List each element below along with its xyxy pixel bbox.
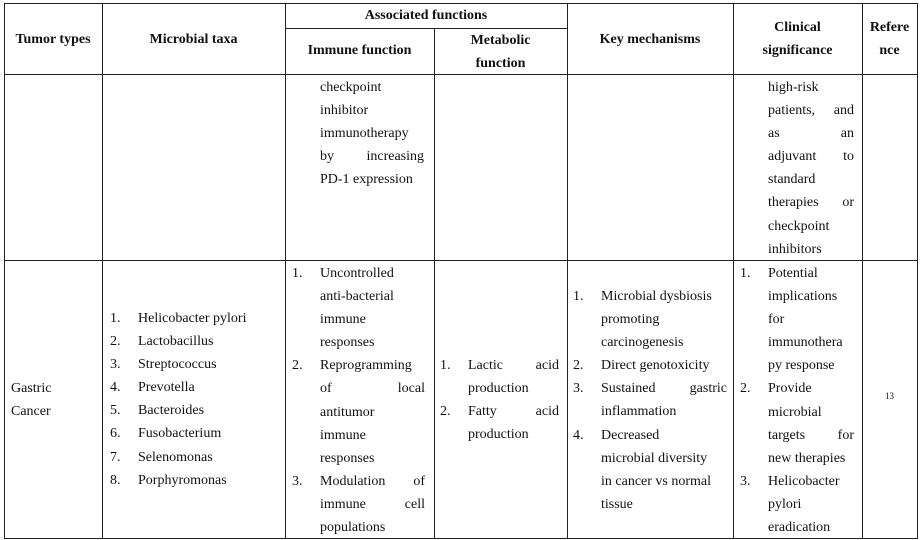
list-item: 3. Sustained gastric inflammation bbox=[573, 381, 727, 420]
list-item: 1. Potential implications for immunothera py response bbox=[740, 266, 843, 374]
row1-clinical-significance: high-risk patients, and as an adjuvant to standard therapies or checkpoint inhibitors bbox=[768, 80, 854, 257]
list-item: 5. Bacteroides bbox=[110, 403, 205, 419]
list-item: 6. Fusobacterium bbox=[110, 426, 222, 442]
header-reference: Refere nce bbox=[869, 20, 910, 58]
list-item: 4. Prevotella bbox=[110, 380, 195, 396]
col-border-1 bbox=[102, 3, 103, 539]
row2-tumor-type: Gastric Cancer bbox=[11, 381, 52, 420]
col-border-2 bbox=[285, 3, 286, 539]
row1-immune-function: checkpoint inhibitor immunotherapy by increasing PD-1 expression bbox=[320, 80, 424, 188]
list-item: 2. Lactobacillus bbox=[110, 334, 214, 350]
row2-key-mechanisms-list bbox=[573, 285, 727, 516]
col-border-right bbox=[917, 3, 918, 539]
col-border-5 bbox=[733, 3, 734, 539]
row2-microbial-taxa-list bbox=[110, 307, 280, 492]
list-item: 2. Reprogramming of local antitumor immune responses bbox=[292, 358, 425, 466]
row2-immune-function-list bbox=[292, 262, 425, 539]
header-microbial-taxa: Microbial taxa bbox=[149, 32, 238, 47]
row2-clinical-significance-list bbox=[740, 262, 854, 539]
col-border-3 bbox=[434, 28, 435, 539]
header-immune-function: Immune function bbox=[307, 43, 412, 58]
list-item: 7. Selenomonas bbox=[110, 449, 213, 465]
col-border-4 bbox=[567, 3, 568, 539]
list-item: 2. Provide microbial targets for new therapies bbox=[740, 381, 854, 466]
list-item: 2. Direct genotoxicity bbox=[573, 358, 710, 374]
list-item: 1. Helicobacter pylori bbox=[110, 311, 247, 326]
list-item: 2. Fatty acid production bbox=[440, 404, 559, 443]
row2-reference: 13 bbox=[885, 391, 894, 401]
list-item: 1. Lactic acid production bbox=[440, 358, 559, 397]
col-border-6 bbox=[862, 3, 863, 539]
list-item: 3. Modulation of immune cell populations bbox=[292, 473, 425, 536]
list-item: 3. Helicobacter pylori eradication bbox=[740, 473, 840, 536]
header-key-mechanisms: Key mechanisms bbox=[599, 32, 701, 47]
col-border-left bbox=[4, 3, 5, 539]
list-item: 8. Porphyromonas bbox=[110, 472, 227, 488]
header-metabolic-function: Metabolic function bbox=[470, 33, 531, 71]
list-item: 3. Streptococcus bbox=[110, 357, 217, 373]
header-clinical-significance: Clinical significance bbox=[762, 20, 833, 58]
header-tumor-types: Tumor types bbox=[15, 32, 91, 47]
row2-metabolic-function-list bbox=[440, 354, 559, 446]
header-associated-functions: Associated functions bbox=[364, 8, 488, 23]
list-item: 4. Decreased microbial diversity in cancer vs normal tissue bbox=[573, 427, 712, 512]
list-item: 1. Microbial dysbiosis promoting carcinogenesis bbox=[573, 289, 712, 351]
list-item: 1. Uncontrolled anti-bacterial immune responses bbox=[292, 266, 394, 351]
